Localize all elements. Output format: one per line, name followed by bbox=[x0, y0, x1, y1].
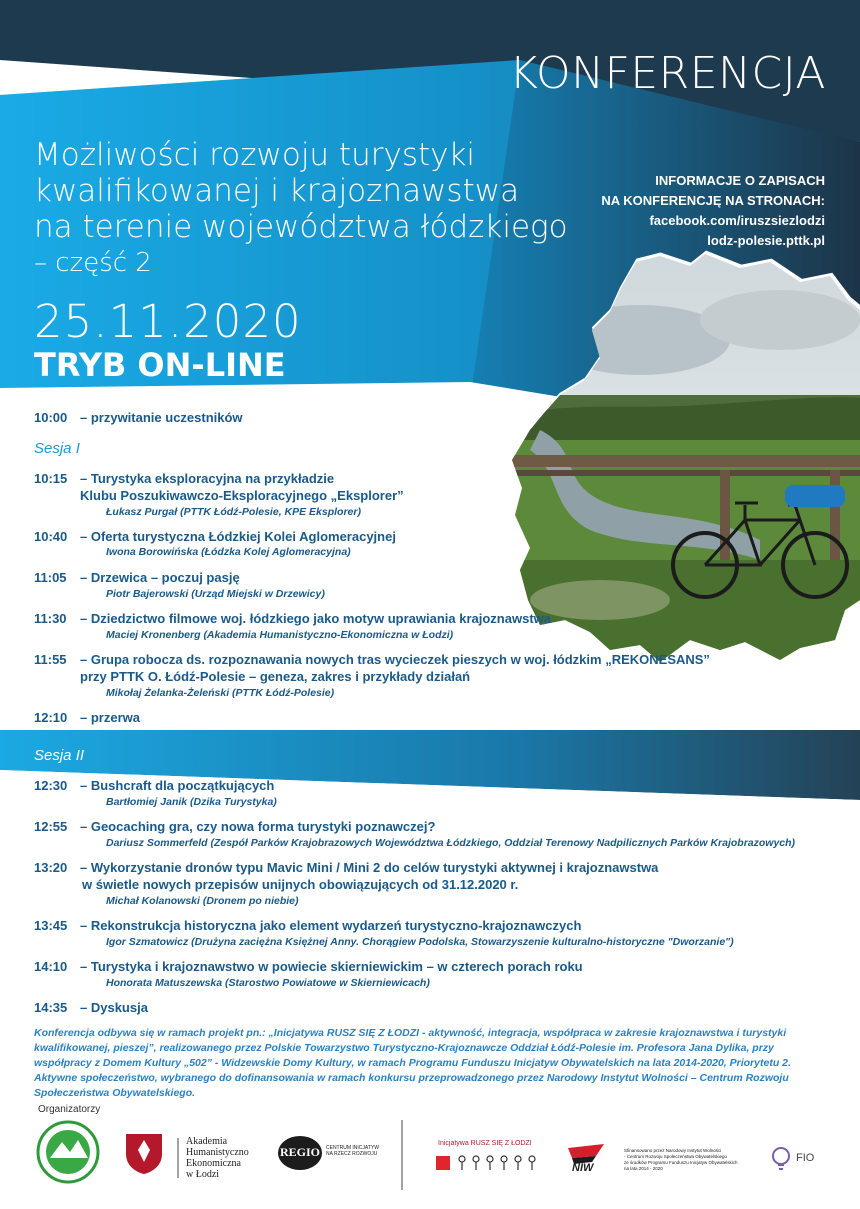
program-speaker: Igor Szmatowicz (Drużyna zaciężna Księżnej Anny. Chorągiew Podolska, Stowarzyszenie kulturalno-historyczne "Dworzanie") bbox=[106, 936, 734, 948]
session-label: Sesja I bbox=[34, 440, 80, 457]
program-title: – Oferta turystyczna Łódzkiej Kolei Aglomeracyjnej bbox=[80, 529, 396, 544]
program-time: 11:55 bbox=[34, 652, 67, 667]
organizers-label: Organizatorzy bbox=[38, 1104, 101, 1115]
fio-logo-mark bbox=[770, 1146, 792, 1172]
program-time: 14:10 bbox=[34, 959, 68, 974]
program-title: – Dyskusja bbox=[80, 1000, 148, 1015]
program-title: – Grupa robocza ds. rozpoznawania nowych tras wycieczek pieszych w woj. łódzkim „REKONESANS” bbox=[80, 652, 710, 667]
program-title: – Bushcraft dla początkujących bbox=[80, 778, 275, 793]
program-time: 11:05 bbox=[34, 570, 67, 585]
title-line: kwalifikowanej i krajoznawstwa bbox=[34, 173, 520, 209]
program-title: – Rekonstrukcja historyczna jako element wydarzeń turystyczno-krajoznawczych bbox=[80, 918, 582, 933]
program-time: 12:30 bbox=[34, 778, 68, 793]
program-time: 10:00 bbox=[34, 410, 68, 425]
program-time: 12:10 bbox=[34, 710, 68, 725]
info-line: INFORMACJE O ZAPISACH bbox=[655, 173, 825, 188]
program-title: w świetle nowych przepisów unijnych obowiązujących od 31.12.2020 r. bbox=[82, 877, 519, 892]
registration-info bbox=[560, 171, 825, 251]
title-line: Możliwości rozwoju turystyki bbox=[34, 137, 476, 173]
program-title: – Turystyka eksploracyjna na przykładzie bbox=[80, 471, 335, 486]
program-title: – Geocaching gra, czy nowa forma turystyki poznawczej? bbox=[80, 819, 436, 834]
conference-date: 25.11.2020 bbox=[34, 295, 302, 348]
niw-logo-text: NIW bbox=[572, 1162, 594, 1174]
program-time: 13:45 bbox=[34, 918, 68, 933]
info-link-website[interactable]: lodz-polesie.pttk.pl bbox=[707, 233, 825, 248]
conference-title bbox=[34, 137, 614, 281]
program-speaker: Dariusz Sommerfeld (Zespół Parków Krajobrazowych Województwa Łódzkiego, Oddział Terenowy Nadpilicznych Parków Krajobrazowych) bbox=[106, 837, 796, 849]
program-speaker: Bartłomiej Janik (Dzika Turystyka) bbox=[106, 796, 277, 808]
conference-label: KONFERENCJA bbox=[509, 48, 826, 99]
program-title: – Dziedzictwo filmowe woj. łódzkiego jako motyw uprawiania krajoznawstwa bbox=[80, 611, 551, 626]
pttk-polesie-logo bbox=[120, 1128, 168, 1176]
program-speaker: Piotr Bajerowski (Urząd Miejski w Drzewicy) bbox=[106, 588, 325, 600]
program-time: 14:35 bbox=[34, 1000, 68, 1015]
program-speaker: Honorata Matuszewska (Starostwo Powiatowe w Skierniewicach) bbox=[106, 977, 430, 989]
program-time: 12:55 bbox=[34, 819, 68, 834]
rusz-logo-text: Inicjatywa RUSZ SIĘ Z ŁODZI bbox=[438, 1140, 532, 1147]
program-speaker: Łukasz Purgał (PTTK Łódź-Polesie, KPE Eksplorer) bbox=[106, 506, 361, 518]
title-line: – część 2 bbox=[34, 248, 152, 278]
program-title: – Turystyka i krajoznawstwo w powiecie skierniewickim – w czterech porach roku bbox=[80, 959, 583, 974]
program-time: 10:15 bbox=[34, 471, 68, 486]
regio-logo-text: REGIO bbox=[280, 1145, 321, 1159]
fio-logo-text: FIO bbox=[796, 1152, 815, 1164]
program-time: 10:40 bbox=[34, 529, 68, 544]
title-line: na terenie województwa łódzkiego bbox=[34, 209, 568, 245]
program-speaker: Michał Kolanowski (Dronem po niebie) bbox=[106, 895, 299, 907]
rusz-logo-figures bbox=[436, 1152, 536, 1174]
info-link-facebook[interactable]: facebook.com/iruszsiezlodzi bbox=[649, 213, 825, 228]
pttk-logo bbox=[36, 1120, 100, 1184]
regio-subtitle: CENTRUM INICJATYW NA RZECZ ROZWOJU bbox=[326, 1145, 379, 1157]
program-title: przy PTTK O. Łódź-Polesie – geneza, zakres i przykłady działań bbox=[80, 669, 471, 684]
program-title: – przywitanie uczestników bbox=[80, 410, 243, 425]
program-time: 13:20 bbox=[34, 860, 68, 875]
program-time: 11:30 bbox=[34, 611, 67, 626]
program-title: – przerwa bbox=[80, 710, 140, 725]
program-title: Klubu Poszukiwawczo-Eksploracyjnego „Eksplorer” bbox=[80, 488, 404, 503]
conference-mode: TRYB ON-LINE bbox=[34, 346, 286, 384]
program-title: – Drzewica – poczuj pasję bbox=[80, 570, 240, 585]
funding-note: Konferencja odbywa się w ramach projekt pn.: „Inicjatywa RUSZ SIĘ Z ŁODZI - aktywność, integracja, współpraca w zakresie krajoznawstwa i turystyki kwalifikowanej, pieszej”, realizowanego przez Polskie Towarzystwo Turystyczno-Krajoznawcze Oddział Łódź-Polesie im. Profesora Jana Dylika, przy współpracy z Domem Kultury „502” - Widzewskie Domy Kultury, w ramach Programu Funduszu Inicjatyw Obywatelskich na lata 2014-2020, Priorytetu 2. Aktywne społeczeństwo, wybranego do dofinansowania w ramach konkursu przeprowadzonego przez Narodowy Instytut Wolności – Centrum Rozwoju Społeczeństwa Obywatelskiego. bbox=[34, 1027, 791, 1099]
session-label: Sesja II bbox=[34, 747, 85, 764]
program-speaker: Mikołaj Żelanka-Żeleński (PTTK Łódź-Polesie) bbox=[106, 687, 335, 699]
niw-funding-text: Sfinansowano przez Narodowy Instytut Wolności - Centrum Rozwoju Społeczeństwa Obywatelskiego ze środków Programu Funduszu Inicjatyw Obywatelskich na lata 2014 - 2020 bbox=[624, 1148, 738, 1171]
program-speaker: Iwona Borowińska (Łódzka Kolej Aglomeracyjna) bbox=[106, 546, 351, 558]
ahe-logo-text: Akademia Humanistyczno Ekonomiczna w Łodzi bbox=[186, 1136, 249, 1180]
program-speaker: Maciej Kronenberg (Akademia Humanistyczno-Ekonomiczna w Łodzi) bbox=[106, 629, 454, 641]
program-title: – Wykorzystanie dronów typu Mavic Mini / Mini 2 do celów turystyki aktywnej i krajoznawstwa bbox=[80, 860, 659, 875]
info-line: NA KONFERENCJĘ NA STRONACH: bbox=[601, 193, 825, 208]
